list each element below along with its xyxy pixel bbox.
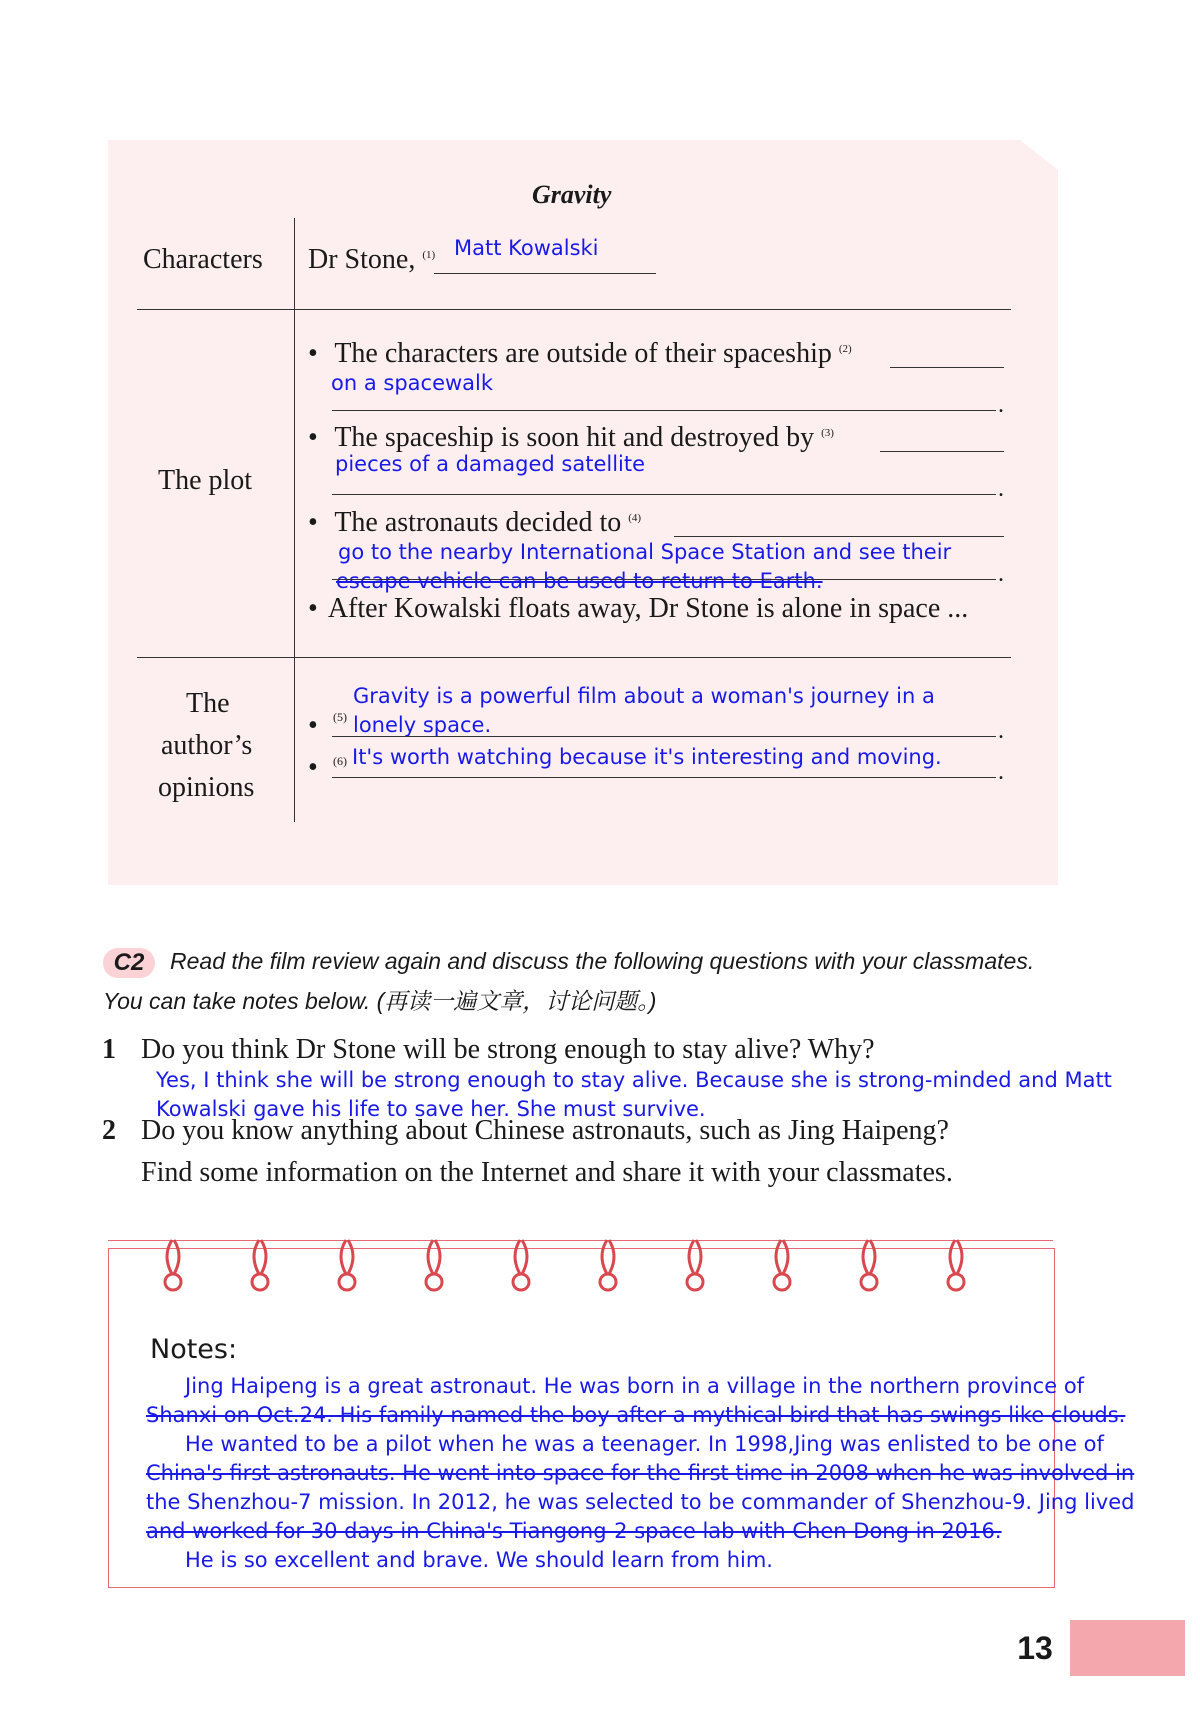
- notes-heading: Notes:: [150, 1334, 238, 1365]
- answer-blank-6[interactable]: [332, 777, 996, 778]
- answer-blank-5[interactable]: [332, 736, 996, 737]
- characters-prefix: Dr Stone,: [308, 244, 416, 275]
- ring-icon: [600, 1240, 616, 1290]
- blank-number-4: (4): [628, 512, 642, 524]
- notes-line-3: He wanted to be a pilot when he was a teenager. In 1998,Jing was enlisted to be one of: [185, 1432, 1104, 1456]
- ring-icon: [861, 1240, 877, 1290]
- answer-blank-2b[interactable]: [332, 410, 996, 411]
- answer-blank-4a[interactable]: [674, 536, 1004, 537]
- table-divider-2: [137, 657, 1011, 658]
- opinion-bullet-6: •: [308, 752, 318, 783]
- table-divider-1: [137, 309, 1011, 310]
- period-5: .: [998, 718, 1004, 744]
- answer-blank-3b[interactable]: [332, 494, 996, 495]
- answer-blank-3a[interactable]: [880, 451, 1004, 452]
- question-1-answer-line2: Kowalski gave his life to save her. She must survive.: [156, 1097, 706, 1121]
- blank-number-5: (5): [333, 710, 347, 724]
- question-2-number: 2: [102, 1115, 116, 1146]
- period-6: .: [998, 759, 1004, 785]
- blank-number-3: (3): [821, 427, 834, 439]
- spiral-rings: [160, 1236, 990, 1296]
- ring-icon: [687, 1240, 703, 1290]
- ring-icon: [948, 1240, 964, 1290]
- row-label-opinions-2: author’s: [161, 730, 253, 761]
- plot-item-2: • The spaceship is soon hit and destroyed by $^{(3)}$: [308, 422, 834, 454]
- answer-1: Matt Kowalski: [454, 236, 599, 260]
- blank-number-1: (1): [422, 249, 436, 261]
- row-label-characters: Characters: [143, 244, 263, 275]
- table-title: Gravity: [532, 180, 612, 209]
- notes-line-7: He is so excellent and brave. We should learn from him.: [185, 1548, 773, 1572]
- ring-icon: [426, 1240, 442, 1290]
- row-label-opinions-1: The: [186, 688, 230, 719]
- answer-blank-1[interactable]: [434, 273, 656, 274]
- notes-line-6: and worked for 30 days in China's Tiangong-2 space lab with Chen Dong in 2016.: [146, 1519, 1002, 1543]
- opinion-bullet-5: •: [308, 710, 318, 741]
- ring-icon: [252, 1240, 268, 1290]
- plot-item-4: • After Kowalski floats away, Dr Stone is alone in space ...: [308, 593, 968, 625]
- answer-2: on a spacewalk: [331, 371, 494, 395]
- answer-4-line1: go to the nearby International Space Station and see their: [338, 540, 952, 564]
- answer-5-line2: lonely space.: [353, 713, 492, 737]
- answer-6: It's worth watching because it's interesting and moving.: [352, 745, 942, 769]
- question-2-line1: Do you know anything about Chinese astronauts, such as Jing Haipeng?: [141, 1115, 949, 1146]
- answer-5-line1: Gravity is a powerful film about a woman's journey in a: [353, 684, 935, 708]
- page-number: 13: [1000, 1620, 1070, 1676]
- blank-number-6: (6): [333, 754, 347, 768]
- answer-blank-4b[interactable]: [332, 579, 996, 580]
- plot-item-1: • The characters are outside of their spaceship $^{(2)}$: [308, 338, 852, 370]
- row-label-opinions-3: opinions: [158, 772, 255, 803]
- ring-icon: [339, 1240, 355, 1290]
- answer-blank-2a[interactable]: [890, 367, 1004, 368]
- ring-icon: [774, 1240, 790, 1290]
- period-2: .: [998, 392, 1004, 418]
- question-1: Do you think Dr Stone will be strong enough to stay alive? Why?: [141, 1034, 875, 1065]
- c2-instruction-line1: Read the film review again and discuss the following questions with your classmates.: [170, 948, 1035, 974]
- row-label-plot: The plot: [158, 465, 253, 496]
- characters-text: [308, 244, 435, 276]
- ring-icon: [513, 1240, 529, 1290]
- answer-3: pieces of a damaged satellite: [335, 452, 646, 476]
- blank-number-2: (2): [838, 343, 852, 355]
- answer-4-line2: escape vehicle can be used to return to Earth.: [336, 569, 823, 593]
- question-1-answer-line1: Yes, I think she will be strong enough to stay alive. Because she is strong-minded and Matt: [156, 1068, 1112, 1092]
- period-4: .: [998, 561, 1004, 587]
- ring-icon: [165, 1240, 181, 1290]
- period-3: .: [998, 476, 1004, 502]
- question-1-number: 1: [102, 1034, 116, 1065]
- question-2-line2: Find some information on the Internet and share it with your classmates.: [141, 1157, 953, 1188]
- notes-line-2: Shanxi on Oct.24. His family named the boy after a mythical bird that has swings like clouds.: [146, 1403, 1126, 1427]
- plot-item-3: • The astronauts decided to $^{(4)}$: [308, 507, 641, 539]
- c2-badge: C2: [103, 948, 155, 978]
- notes-line-4: China's first astronauts. He went into space for the first time in 2008 when he was involved in: [146, 1461, 1135, 1485]
- notes-line-1: Jing Haipeng is a great astronaut. He was born in a village in the northern province of: [185, 1374, 1085, 1398]
- notes-line-5: the Shenzhou-7 mission. In 2012, he was selected to be commander of Shenzhou-9. Jing lived: [146, 1490, 1135, 1514]
- c2-instruction-line2: You can take notes below. (再读一遍文章，讨论问题。): [103, 988, 657, 1014]
